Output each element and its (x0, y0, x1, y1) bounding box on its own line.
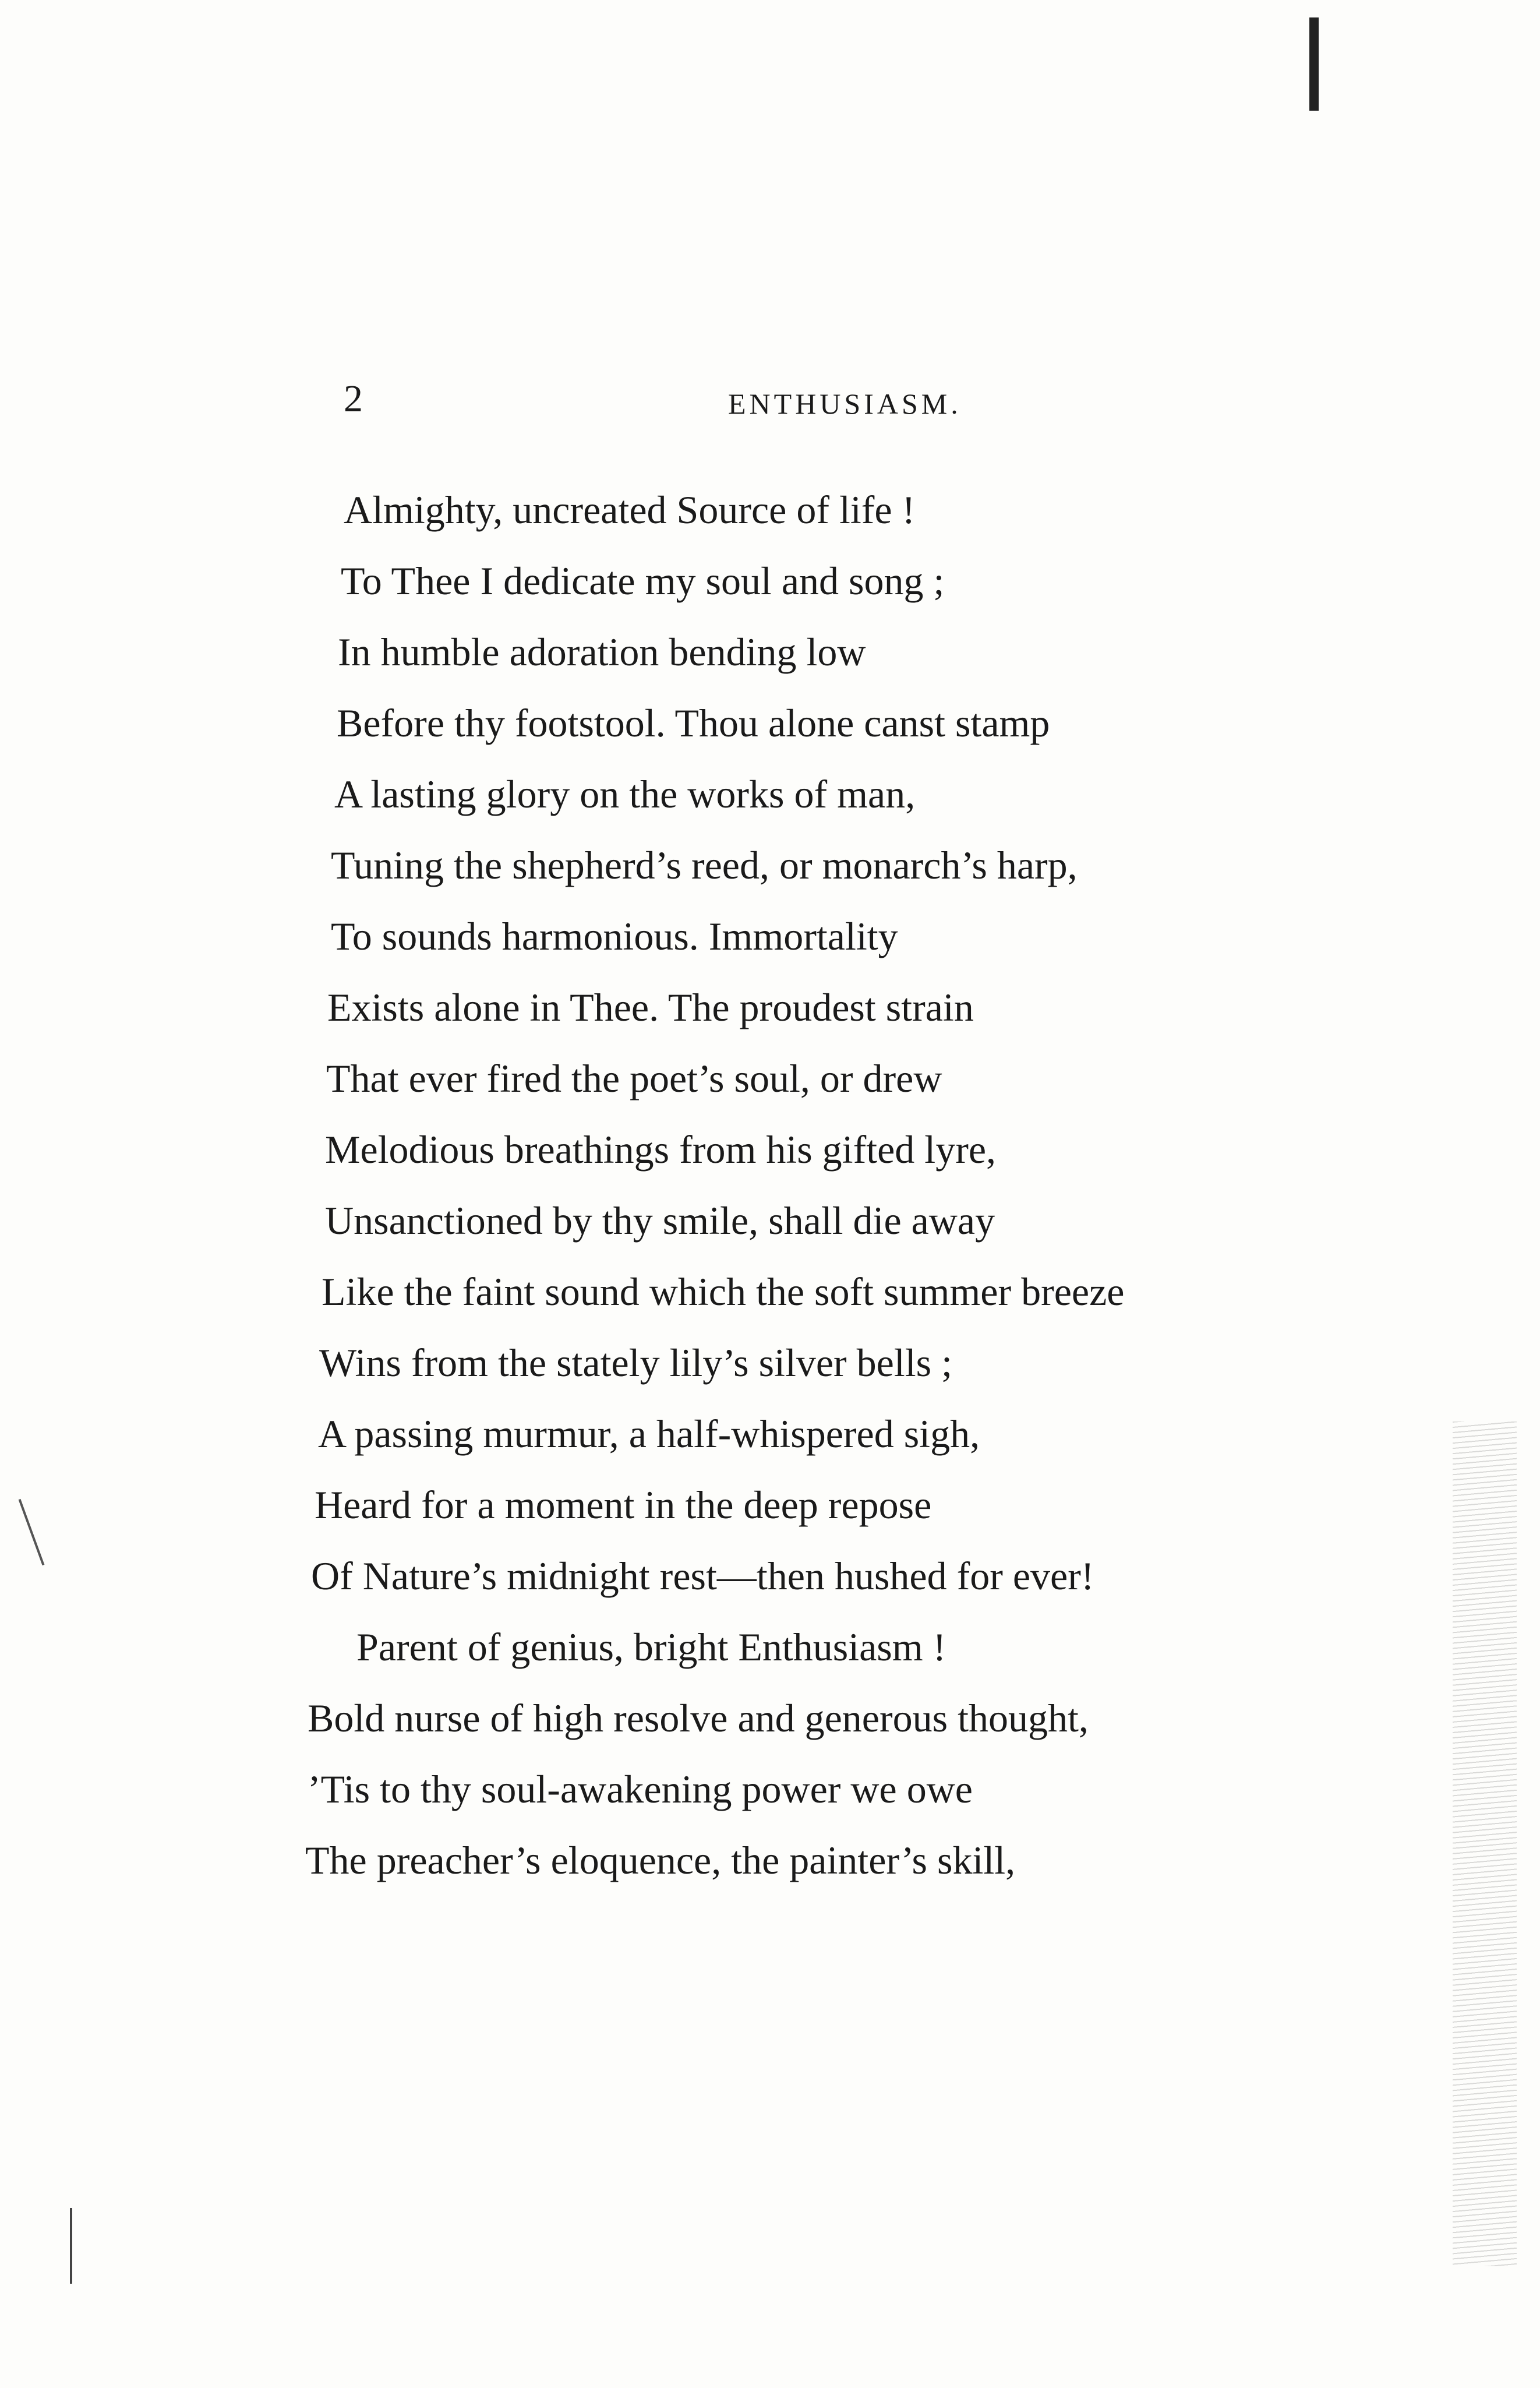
poem-line: In humble adoration bending low (338, 630, 866, 674)
poem-line: ’Tis to thy soul-awakening power we owe (308, 1767, 973, 1811)
poem-line: That ever fired the poet’s soul, or drew (326, 1056, 942, 1100)
poem-line: To sounds harmonious. Immortality (331, 914, 898, 958)
poem-line: Before thy footstool. Thou alone canst stamp (337, 701, 1050, 745)
poem-line: Bold nurse of high resolve and generous thought, (308, 1696, 1089, 1740)
poem-line: Exists alone in Thee. The proudest strain (327, 985, 974, 1029)
poem-line: Like the faint sound which the soft summer breeze (322, 1269, 1125, 1314)
poem-line: Unsanctioned by thy smile, shall die away (325, 1198, 995, 1243)
scan-artifact-line (70, 2208, 72, 2284)
scan-artifact-line (19, 1499, 45, 1565)
scan-artifact-bar (1309, 17, 1319, 111)
poem-line: Melodious breathings from his gifted lyre, (325, 1127, 997, 1172)
poem-line: Parent of genius, bright Enthusiasm ! (356, 1625, 946, 1669)
poem-line: Wins from the stately lily’s silver bells ; (319, 1341, 953, 1385)
poem-line: Almighty, uncreated Source of life ! (344, 488, 916, 532)
poem-line: Heard for a moment in the deep repose (315, 1483, 932, 1527)
poem-line: Tuning the shepherd’s reed, or monarch’s harp, (331, 843, 1078, 887)
scan-edge-noise (1453, 1421, 1517, 2266)
running-title: ENTHUSIASM. (728, 387, 962, 420)
poem-line: The preacher’s eloquence, the painter’s skill, (305, 1838, 1016, 1882)
poem-line: To Thee I dedicate my soul and song ; (341, 559, 945, 603)
page-number: 2 (344, 378, 363, 420)
running-head (344, 373, 1031, 425)
poem-line: Of Nature’s midnight rest—then hushed for ever! (311, 1554, 1094, 1598)
poem-line: A lasting glory on the works of man, (334, 772, 916, 816)
poem-line: A passing murmur, a half-whispered sigh, (318, 1412, 980, 1456)
